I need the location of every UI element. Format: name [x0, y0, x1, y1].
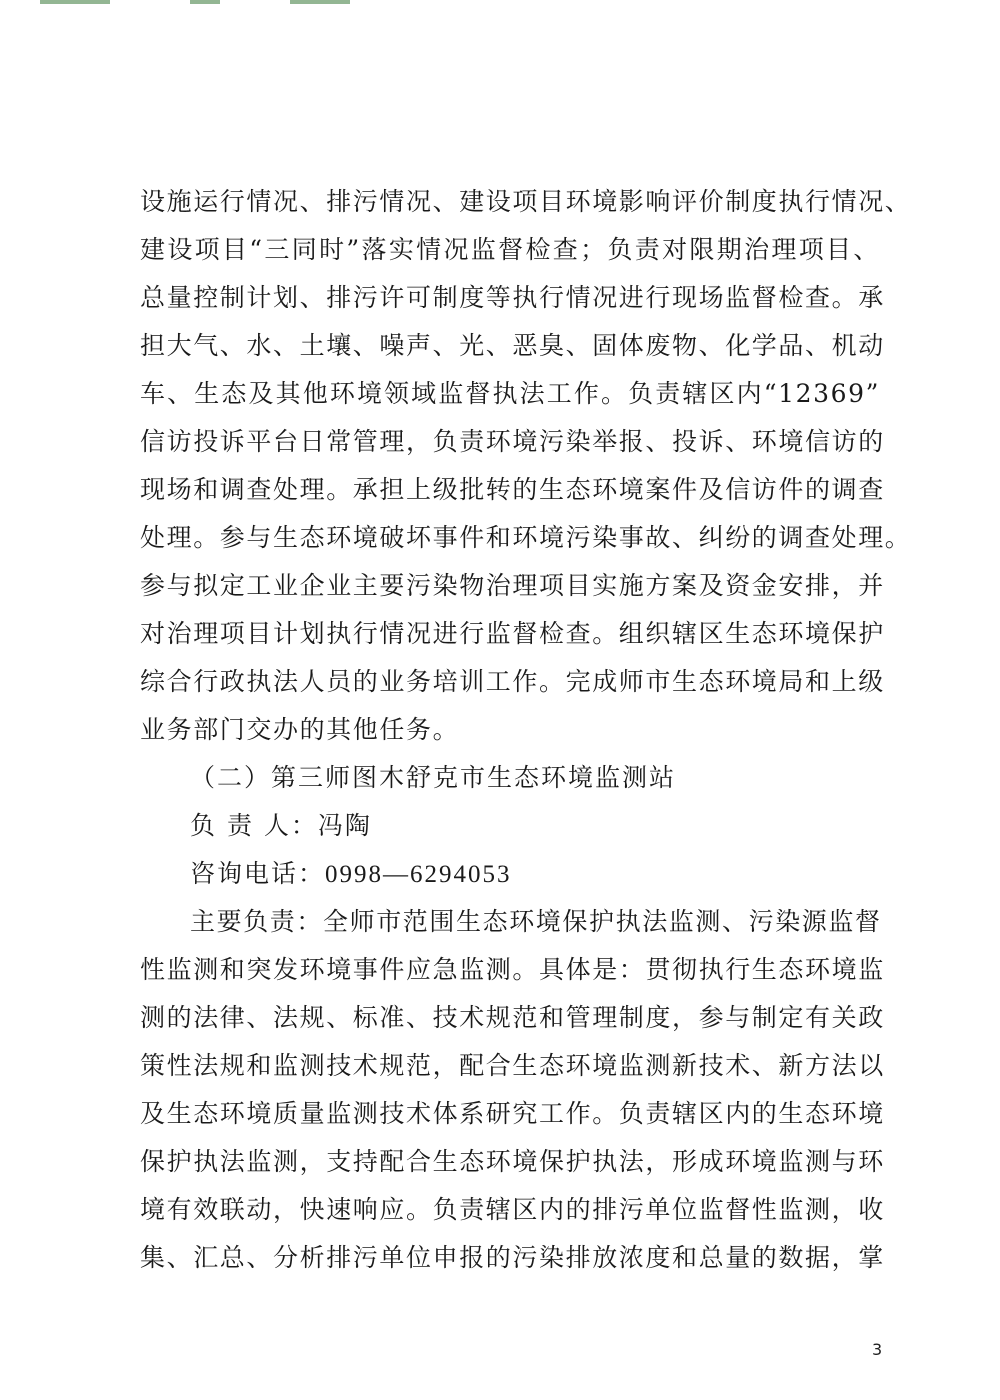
paragraph-line: 综合行政执法人员的业务培训工作。完成师市生态环境局和上级	[140, 667, 885, 696]
paragraph-line: 及生态环境质量监测技术体系研究工作。负责辖区内的生态环境	[140, 1099, 885, 1128]
paragraph-line: 现场和调查处理。承担上级批转的生态环境案件及信访件的调查	[140, 475, 885, 504]
consult-phone-label: 咨询电话：	[190, 859, 326, 888]
section-heading: （二）第三师图木舒克市生态环境监测站	[190, 763, 677, 792]
responsible-person-name: 冯陶	[317, 811, 372, 840]
paragraph-line: 建设项目“三同时”落实情况监督检查；负责对限期治理项目、	[140, 235, 880, 264]
scan-edge-marks	[40, 0, 380, 6]
paragraph-line: 策性法规和监测技术规范，配合生态环境监测新技术、新方法以	[140, 1051, 885, 1080]
paragraph-line: 保护执法监测，支持配合生态环境保护执法，形成环境监测与环	[140, 1147, 885, 1176]
paragraph-line: 信访投诉平台日常管理，负责环境污染举报、投诉、环境信访的	[140, 427, 885, 456]
paragraph-line: 车、生态及其他环境领域监督执法工作。负责辖区内“12369”	[140, 379, 880, 408]
consult-phone	[190, 857, 512, 892]
paragraph-line: 业务部门交办的其他任务。	[140, 715, 460, 744]
consult-phone-value: 0998—6294053	[325, 861, 512, 888]
page-number: 3	[872, 1340, 883, 1359]
paragraph-line: 参与拟定工业企业主要污染物治理项目实施方案及资金安排，并	[140, 571, 885, 600]
paragraph-line: 性监测和突发环境事件应急监测。具体是：贯彻执行生态环境监	[140, 955, 885, 984]
paragraph-line: 集、汇总、分析排污单位申报的污染排放浓度和总量的数据，掌	[140, 1243, 885, 1272]
paragraph-line: 对治理项目计划执行情况进行监督检查。组织辖区生态环境保护	[140, 619, 885, 648]
paragraph-line: 处理。参与生态环境破坏事件和环境污染事故、纠纷的调查处理。	[140, 523, 912, 552]
paragraph-line: 担大气、水、土壤、噪声、光、恶臭、固体废物、化学品、机动	[140, 331, 885, 360]
responsible-person	[190, 809, 372, 843]
paragraph-line: 测的法律、法规、标准、技术规范和管理制度，参与制定有关政	[140, 1003, 885, 1032]
paragraph-line: 设施运行情况、排污情况、建设项目环境影响评价制度执行情况、	[140, 187, 912, 216]
paragraph-line: 境有效联动，快速响应。负责辖区内的排污单位监督性监测，收	[140, 1195, 885, 1224]
responsible-person-label: 负 责 人：	[190, 811, 318, 840]
paragraph-line: 主要负责：全师市范围生态环境保护执法监测、污染源监督	[190, 907, 882, 936]
paragraph-line: 总量控制计划、排污许可制度等执行情况进行现场监督检查。承	[140, 283, 885, 312]
